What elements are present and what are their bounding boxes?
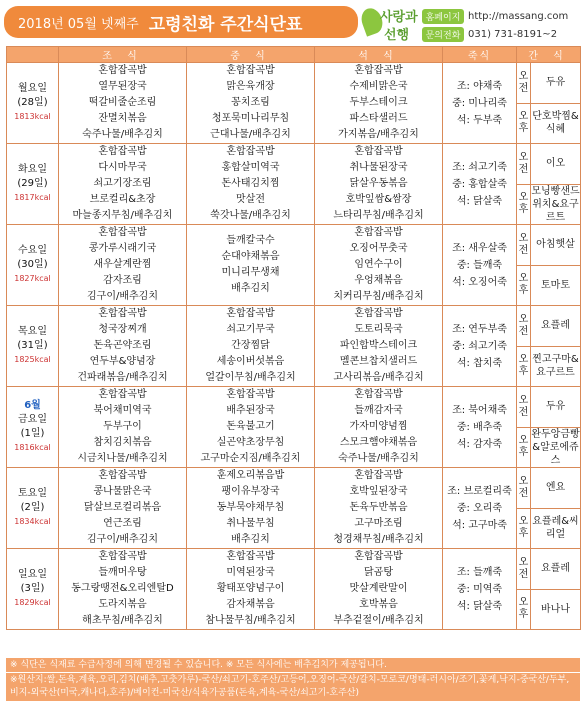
snack-pm: 완두앙금빵&알로에쥬스 <box>531 428 580 466</box>
menu-item: 혼합잡곡밥 <box>226 146 275 157</box>
menu-item: 얼갈이무침/배추김치 <box>205 372 296 383</box>
day-date: (1일) <box>20 428 45 439</box>
breakfast-cell <box>59 549 187 630</box>
menu-item: 콩가루시래기국 <box>88 243 157 254</box>
menu-item: 가자미양념찜 <box>349 421 408 432</box>
menu-item: 맛살계란말이 <box>349 583 408 594</box>
am-label: 오전 <box>517 225 531 266</box>
menu-item: 김구이/배추김치 <box>87 534 158 545</box>
menu-item: 시금치나물/배추김치 <box>77 453 168 464</box>
am-label: 오전 <box>517 387 531 428</box>
menu-item: 호박잎된장국 <box>349 486 408 497</box>
porridge-item: 조: 들깨죽 <box>456 566 503 578</box>
menu-item: 임연수구이 <box>354 259 403 270</box>
porridge-item: 석: 닭살죽 <box>456 600 503 612</box>
header-breakfast: 조 식 <box>59 47 187 63</box>
menu-item: 혼합잡곡밥 <box>354 65 403 76</box>
day-cell <box>7 468 59 549</box>
day-cell <box>7 306 59 387</box>
menu-item: 브로컬리&초장 <box>89 194 156 205</box>
day-row <box>7 63 581 104</box>
dinner-cell <box>315 468 443 549</box>
day-name: 일요일 <box>18 569 47 580</box>
snack-pm: 요플레&씨리얼 <box>531 508 581 549</box>
day-date: (31일) <box>17 340 48 351</box>
breakfast-cell <box>59 144 187 225</box>
porridge-item: 조: 브로컬리죽 <box>447 485 512 497</box>
day-kcal: 1816kcal <box>14 443 51 452</box>
week-date: 2018년 05월 넷째주 <box>18 16 139 32</box>
day-row <box>7 468 581 509</box>
dinner-cell <box>315 225 443 306</box>
header-porridge: 죽식 <box>443 47 517 63</box>
snack-am: 이오 <box>531 144 581 185</box>
menu-item: 쇠고기무국 <box>226 324 275 335</box>
day-date: (30일) <box>17 259 48 270</box>
menu-item: 돈사태김치찜 <box>221 178 280 189</box>
menu-item: 혼합잡곡밥 <box>354 227 403 238</box>
menu-item: 쇠고기장조림 <box>93 178 152 189</box>
menu-item: 고구마조림 <box>354 518 403 529</box>
porridge-item: 석: 찹치죽 <box>456 357 503 369</box>
menu-item: 맑은육개장 <box>226 81 275 92</box>
menu-item: 잔멸치볶음 <box>98 113 147 124</box>
lunch-cell <box>187 225 315 306</box>
lunch-cell <box>187 387 315 468</box>
porridge-item: 조: 연두부죽 <box>452 323 507 335</box>
menu-item: 혼합잡곡밥 <box>226 65 275 76</box>
menu-item: 혼합잡곡밥 <box>354 389 403 400</box>
menu-item: 건파래볶음/배추김치 <box>77 372 168 383</box>
phone-number: 031) 731-8191~2 <box>468 28 558 40</box>
homepage-link[interactable]: http://massang.com <box>468 10 569 22</box>
menu-item: 취나물된장국 <box>349 162 408 173</box>
phone-label: 문의전화 <box>422 27 464 42</box>
day-kcal: 1825kcal <box>14 355 51 364</box>
dinner-cell <box>315 387 443 468</box>
homepage-label: 홈페이지 <box>422 9 464 24</box>
menu-item: 배추된장국 <box>226 405 275 416</box>
snack-pm: 찐고구마&요구르트 <box>531 346 581 387</box>
menu-item: 실곤약초장무침 <box>216 437 285 448</box>
menu-item: 감자조림 <box>103 275 142 286</box>
lunch-cell <box>187 306 315 387</box>
porridge-cell <box>443 549 517 630</box>
porridge-cell <box>443 306 517 387</box>
menu-item: 스모크햄야채볶음 <box>339 437 418 448</box>
menu-item: 새우살계란찜 <box>93 259 152 270</box>
logo-text-2: 선행 <box>384 28 410 43</box>
menu-item: 배추김치 <box>231 534 270 545</box>
logo <box>362 4 420 42</box>
snack-am: 요플레 <box>531 306 581 347</box>
menu-item: 혼합잡곡밥 <box>354 470 403 481</box>
menu-item: 닭곰탕 <box>364 567 393 578</box>
porridge-item: 석: 닭살죽 <box>456 195 503 207</box>
menu-item: 청국장찌개 <box>98 324 147 335</box>
menu-item: 청포묵미나리무침 <box>211 113 290 124</box>
day-date: (29일) <box>17 178 48 189</box>
menu-item: 참나물무침/배추김치 <box>205 615 296 626</box>
title-banner <box>4 6 358 38</box>
menu-item: 혼합잡곡밥 <box>354 308 403 319</box>
day-name: 금요일 <box>18 414 47 425</box>
day-name: 월요일 <box>18 83 47 94</box>
menu-item: 혼합잡곡밥 <box>98 308 147 319</box>
snack-am: 두유 <box>531 387 581 428</box>
dinner-cell <box>315 549 443 630</box>
menu-item: 도라지볶음 <box>98 599 147 610</box>
pm-label: 오후 <box>517 103 531 144</box>
menu-item: 다시마무국 <box>98 162 147 173</box>
am-label: 오전 <box>517 63 531 104</box>
snack-am: 엔요 <box>531 468 581 509</box>
day-kcal: 1834kcal <box>14 517 51 526</box>
menu-item: 숙주나물/배추김치 <box>338 453 419 464</box>
day-cell <box>7 549 59 630</box>
menu-item: 혼합잡곡밥 <box>226 551 275 562</box>
menu-item: 파인합박스테이크 <box>339 340 418 351</box>
menu-item: 팽이유부장국 <box>221 486 280 497</box>
menu-item: 두부스테이크 <box>349 97 408 108</box>
header-dinner: 석 식 <box>315 47 443 63</box>
menu-item: 훈제오리볶음밥 <box>216 470 285 481</box>
menu-item: 미니리무생채 <box>221 267 280 278</box>
menu-item: 혼합잡곡밥 <box>98 551 147 562</box>
menu-item: 멜콘브찹치샐러드 <box>339 356 418 367</box>
menu-item: 마늘종지무침/배추김치 <box>72 210 173 221</box>
menu-item: 치커리무침/배추김치 <box>333 291 424 302</box>
menu-item: 돈육불고기 <box>226 421 275 432</box>
lunch-cell <box>187 468 315 549</box>
porridge-item: 석: 고구마죽 <box>452 519 507 531</box>
menu-item: 감자채볶음 <box>226 599 275 610</box>
porridge-item: 중: 미나리죽 <box>452 97 507 109</box>
am-label: 오전 <box>517 306 531 347</box>
day-cell <box>7 225 59 306</box>
pm-label: 오후 <box>517 346 531 387</box>
menu-item: 느타리무침/배추김치 <box>333 210 424 221</box>
day-cell <box>7 63 59 144</box>
porridge-cell <box>443 468 517 549</box>
menu-item: 혼합잡곡밥 <box>226 389 275 400</box>
menu-item: 고사리볶음/배추김치 <box>333 372 424 383</box>
snack-pm: 토마토 <box>531 265 581 306</box>
month-label: 6월 <box>24 400 41 411</box>
pm-label: 오후 <box>517 184 531 225</box>
menu-item: 혼합잡곡밥 <box>98 65 147 76</box>
pm-label: 오후 <box>517 427 531 468</box>
lunch-cell <box>187 549 315 630</box>
porridge-item: 중: 들깨죽 <box>456 259 503 271</box>
dinner-cell <box>315 144 443 225</box>
menu-item: 닭살우동볶음 <box>349 178 408 189</box>
menu-item: 혼합잡곡밥 <box>98 389 147 400</box>
page-title: 고령친화 주간식단표 <box>148 14 303 35</box>
menu-item: 들깨칼국수 <box>226 235 275 246</box>
day-date: (3일) <box>20 583 45 594</box>
menu-item: 꽁치조림 <box>231 97 270 108</box>
menu-item: 순대야채볶음 <box>221 251 280 262</box>
day-kcal: 1817kcal <box>14 193 51 202</box>
breakfast-cell <box>59 387 187 468</box>
menu-item: 돈육두반볶음 <box>349 502 408 513</box>
menu-item: 간장찜닭 <box>231 340 270 351</box>
am-label: 오전 <box>517 144 531 185</box>
breakfast-cell <box>59 468 187 549</box>
menu-item: 취나물무침 <box>226 518 275 529</box>
menu-item: 미역된장국 <box>226 567 275 578</box>
menu-item: 혼합잡곡밥 <box>354 551 403 562</box>
menu-item: 호박잎쌈&쌈장 <box>345 194 412 205</box>
porridge-item: 중: 배추죽 <box>456 421 503 433</box>
header <box>0 0 584 46</box>
day-date: (2일) <box>20 502 45 513</box>
menu-item: 세송이버섯볶음 <box>216 356 285 367</box>
snack-am: 아침햇살 <box>531 225 581 266</box>
pm-label: 오후 <box>517 589 531 630</box>
contact-info <box>422 8 582 44</box>
menu-item: 연두부&양념장 <box>89 356 156 367</box>
pm-label: 오후 <box>517 508 531 549</box>
day-row <box>7 387 581 428</box>
breakfast-cell <box>59 306 187 387</box>
menu-item: 연근조림 <box>103 518 142 529</box>
breakfast-cell <box>59 225 187 306</box>
snack-am: 요플레 <box>531 549 581 590</box>
logo-text-1: 사랑과 <box>380 10 418 25</box>
porridge-item: 조: 새우살죽 <box>452 242 507 254</box>
porridge-item: 석: 감자죽 <box>456 438 503 450</box>
menu-item: 동그랑땡전&오리엔탈D <box>71 583 174 594</box>
porridge-item: 조: 야채죽 <box>456 80 503 92</box>
porridge-cell <box>443 225 517 306</box>
day-cell <box>7 387 59 468</box>
menu-item: 해초무침/배추김치 <box>82 615 163 626</box>
dinner-cell <box>315 63 443 144</box>
menu-item: 호박볶음 <box>359 599 398 610</box>
lunch-cell <box>187 144 315 225</box>
menu-item: 홍합살미역국 <box>221 162 280 173</box>
menu-item: 두부구이 <box>103 421 142 432</box>
menu-item: 돈육곤약조림 <box>93 340 152 351</box>
menu-item: 참치김치볶음 <box>93 437 152 448</box>
menu-item: 혼합잡곡밥 <box>354 146 403 157</box>
porridge-item: 중: 쇠고기죽 <box>452 340 507 352</box>
breakfast-cell <box>59 63 187 144</box>
porridge-item: 중: 홍합살죽 <box>452 178 507 190</box>
menu-item: 혼합잡곡밥 <box>98 227 147 238</box>
menu-item: 들깨머우탕 <box>98 567 147 578</box>
menu-item: 가지볶음/배추김치 <box>338 129 419 140</box>
snack-am: 두유 <box>531 63 581 104</box>
day-name: 수요일 <box>18 245 47 256</box>
day-date: (28일) <box>17 97 48 108</box>
menu-item: 고구마순지짐/배추김치 <box>200 453 301 464</box>
day-row <box>7 144 581 185</box>
porridge-item: 조: 북어채죽 <box>452 404 507 416</box>
menu-item: 떡갈비줄순조림 <box>88 97 157 108</box>
menu-item: 북어채미역국 <box>93 405 152 416</box>
snack-pm: 바나나 <box>531 589 581 630</box>
menu-item: 들깨감자국 <box>354 405 403 416</box>
table-header-row <box>7 47 581 63</box>
menu-item: 파스타샐러드 <box>349 113 408 124</box>
menu-item: 부추겉절이/배추김치 <box>333 615 424 626</box>
menu-item: 황태포양념구이 <box>216 583 285 594</box>
menu-item: 도토리묵국 <box>354 324 403 335</box>
day-name: 화요일 <box>18 164 47 175</box>
pm-label: 오후 <box>517 265 531 306</box>
porridge-item: 중: 미역죽 <box>456 583 503 595</box>
notes <box>6 658 580 701</box>
day-kcal: 1829kcal <box>14 598 51 607</box>
porridge-item: 조: 쇠고기죽 <box>452 161 507 173</box>
porridge-item: 석: 두부죽 <box>456 114 503 126</box>
day-row <box>7 225 581 266</box>
menu-item: 혼합잡곡밥 <box>226 308 275 319</box>
day-name: 토요일 <box>18 488 47 499</box>
porridge-item: 석: 오징어죽 <box>452 276 507 288</box>
lunch-cell <box>187 63 315 144</box>
day-kcal: 1813kcal <box>14 112 51 121</box>
am-label: 오전 <box>517 468 531 509</box>
menu-item: 오징어무춧국 <box>349 243 408 254</box>
dinner-cell <box>315 306 443 387</box>
porridge-item: 중: 오리죽 <box>456 502 503 514</box>
menu-item: 수제비맑은국 <box>349 81 408 92</box>
header-blank <box>7 47 59 63</box>
menu-item: 콩나물맑은국 <box>93 486 152 497</box>
menu-item: 쑥갓나물/배추김치 <box>210 210 291 221</box>
menu-item: 숙주나물/배추김치 <box>82 129 163 140</box>
menu-item: 배추김치 <box>231 283 270 294</box>
snack-pm: 단호박찜&식혜 <box>531 103 581 144</box>
menu-item: 닭살브로컬리볶음 <box>83 502 162 513</box>
menu-item: 맛살전 <box>236 194 265 205</box>
header-snack: 간 식 <box>517 47 581 63</box>
day-kcal: 1827kcal <box>14 274 51 283</box>
day-cell <box>7 144 59 225</box>
day-name: 목요일 <box>18 326 47 337</box>
snack-pm: 모닝빵샌드위치&요구르트 <box>531 185 580 223</box>
porridge-cell <box>443 63 517 144</box>
menu-item: 동부묵야채무침 <box>216 502 285 513</box>
day-row <box>7 549 581 590</box>
note-line-2: ※원산지:쌀,돈육,계육,오리,김치(배추,고춧가루)-국산/쇠고기-호주산/고등어,오징어-국산/갈치-모로코/명태-러시아/조기,꽃게,낙지-중국산/두부,비지-외국산(미국,캐나다,호주)/베이컨-미국산/식육가공품(돈육,계육-국산/쇠고기-호주산) <box>6 672 580 701</box>
note-line-1: ※ 식단은 식재료 수급사정에 의해 변경될 수 있습니다. ※ 모든 식사에는 배추김치가 제공됩니다. <box>6 658 580 672</box>
day-row <box>7 306 581 347</box>
header-lunch: 중 식 <box>187 47 315 63</box>
menu-item: 혼합잡곡밥 <box>98 470 147 481</box>
weekly-menu-table <box>6 46 581 630</box>
porridge-cell <box>443 144 517 225</box>
menu-item: 김구이/배추김치 <box>87 291 158 302</box>
porridge-cell <box>443 387 517 468</box>
menu-item: 근대나물/배추김치 <box>210 129 291 140</box>
menu-item: 혼합잡곡밥 <box>98 146 147 157</box>
menu-item: 우엉채볶음 <box>354 275 403 286</box>
am-label: 오전 <box>517 549 531 590</box>
menu-item: 청경채무침/배추김치 <box>333 534 424 545</box>
menu-item: 열무된장국 <box>98 81 147 92</box>
